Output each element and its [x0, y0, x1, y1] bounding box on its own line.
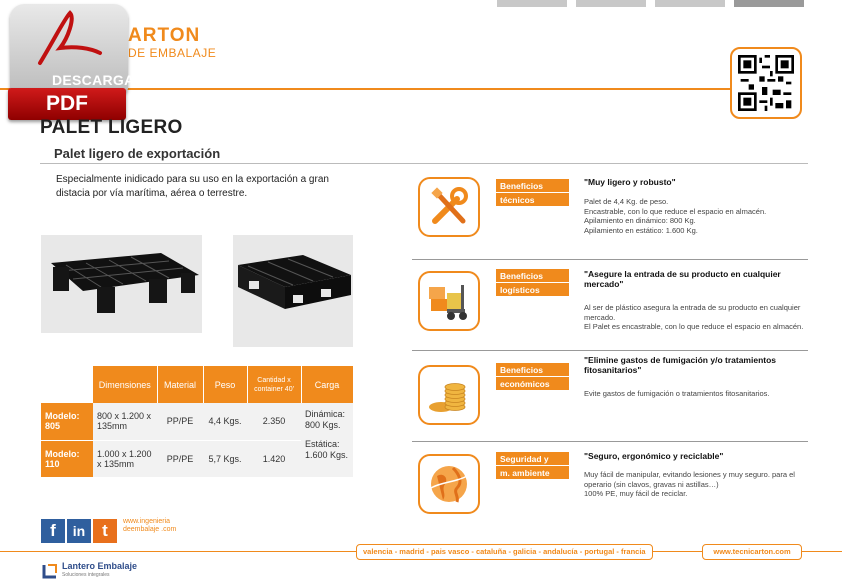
- col-quantity: Cantidad x container 40': [247, 366, 301, 403]
- lantero-logo-icon: [42, 563, 58, 579]
- row-quantity: 1.420: [247, 440, 301, 477]
- col-material: Material: [157, 366, 203, 403]
- pallet-photo-side: [233, 235, 353, 347]
- top-tab[interactable]: [497, 0, 567, 7]
- row-material: PP/PE: [157, 440, 203, 477]
- top-tab[interactable]: [576, 0, 646, 7]
- benefit-body: Palet de 4,4 Kg. de peso. Encastrable, con lo que reduce el espacio en almacén. Apilamiento en dinámico: 800 Kg. Apilamiento en estático: 1.600 Kg.: [584, 197, 767, 235]
- benefit-tag-line1: Beneficios: [496, 269, 569, 282]
- benefit-tag-line2: logísticos: [496, 283, 569, 296]
- benefit-divider: [412, 441, 808, 442]
- brand-logo: [128, 26, 216, 59]
- company-name: Lantero Embalaje: [62, 561, 138, 571]
- table-corner: [41, 366, 93, 403]
- benefit-headline: "Elimine gastos de fumigación y/o tratamientos fitosanitarios": [584, 355, 777, 375]
- row-dimensions: 800 x 1.200 x 135mm: [93, 403, 157, 440]
- qr-code: [730, 47, 802, 119]
- website-link[interactable]: www.tecnicarton.com: [702, 544, 802, 560]
- cities-list: valencia - madrid - pais vasco - cataluña - galicia - andalucía - portugal - francia: [356, 544, 653, 560]
- benefit-body: Al ser de plástico asegura la entrada de su producto en cualquier mercado. El Palet es encastrable, con lo que reduce el espacio en almacén.: [584, 303, 804, 331]
- benefit-tag: [496, 363, 569, 391]
- qr-code-icon: [738, 55, 794, 111]
- facebook-icon[interactable]: f: [41, 519, 65, 543]
- col-load: Carga: [301, 366, 353, 403]
- benefit-tag-line2: económicos: [496, 377, 569, 390]
- benefit-tag-line1: Beneficios: [496, 179, 569, 192]
- pdf-label: PDF: [8, 88, 126, 120]
- top-tab[interactable]: [734, 0, 804, 7]
- benefit-tag-line2: m. ambiente: [496, 466, 569, 479]
- benefit-divider: [412, 259, 808, 260]
- pallet-photo-top: [41, 235, 202, 333]
- load-cell: [301, 403, 353, 477]
- benefit-tag: [496, 269, 569, 297]
- row-weight: 4,4 Kgs.: [203, 403, 247, 440]
- website-link-small[interactable]: www.ingenieria deembalaje .com: [123, 518, 177, 533]
- table-header-row: [41, 366, 353, 403]
- brand-name: ARTON: [128, 25, 201, 46]
- row-model: Modelo: 110: [41, 440, 93, 477]
- linkedin-icon[interactable]: in: [67, 519, 91, 543]
- row-material: PP/PE: [157, 403, 203, 440]
- intro-text: Especialmente inidicado para su uso en la exportación a gran distacia por vía marítima, aérea o terrestre.: [56, 174, 329, 199]
- row-quantity: 2.350: [247, 403, 301, 440]
- page-title: PALET LIGERO: [40, 117, 183, 138]
- coins-icon: [418, 365, 480, 425]
- benefit-tag: [496, 179, 569, 207]
- page-subtitle: Palet ligero de exportación: [54, 146, 221, 161]
- benefit-headline: "Asegure la entrada de su producto en cualquier mercado": [584, 269, 781, 289]
- pdf-download-badge[interactable]: [0, 0, 135, 128]
- row-model: Modelo: 805: [41, 403, 93, 440]
- tumblr-icon[interactable]: t: [93, 519, 117, 543]
- col-weight: Peso: [203, 366, 247, 403]
- benefit-headline: "Muy ligero y robusto": [584, 177, 676, 187]
- globe-icon: [418, 454, 480, 514]
- social-links: [41, 519, 117, 543]
- benefit-tag: [496, 452, 569, 480]
- benefit-body: Evite gastos de fumigación o tratamientos fitosanitarios.: [584, 389, 770, 398]
- company-name-block: [62, 562, 137, 580]
- col-dimensions: Dimensiones: [93, 366, 157, 403]
- company-logo: [42, 562, 137, 580]
- benefit-tag-line1: Seguridad y: [496, 452, 569, 465]
- benefit-tag-line1: Beneficios: [496, 363, 569, 376]
- brand-tagline: DE EMBALAJE: [128, 46, 217, 60]
- top-nav-tabs: [497, 0, 804, 7]
- spec-table: [41, 366, 354, 478]
- top-tab[interactable]: [655, 0, 725, 7]
- row-weight: 5,7 Kgs.: [203, 440, 247, 477]
- forklift-icon: [418, 271, 480, 331]
- row-dimensions: 1.000 x 1.200 x 135mm: [93, 440, 157, 477]
- pdf-download-label: DESCARGA: [52, 72, 135, 88]
- company-subtitle: Soluciones integrales: [62, 572, 110, 578]
- tools-icon: [418, 177, 480, 237]
- benefit-headline: "Seguro, ergonómico y reciclable": [584, 451, 724, 461]
- load-static: Estática: 1.600 Kgs.: [305, 439, 349, 460]
- acrobat-icon: [20, 8, 110, 68]
- benefit-tag-line2: técnicos: [496, 193, 569, 206]
- benefit-body: Muy fácil de manipular, evitando lesiones y muy seguro. para el operario (sin clavos, gravas ni astillas…) 100% PE, muy fácil de reciclar.: [584, 470, 795, 498]
- load-dynamic: Dinámica: 800 Kgs.: [305, 409, 346, 430]
- benefit-divider: [412, 350, 808, 351]
- subtitle-divider: [40, 163, 808, 164]
- table-row: [41, 403, 353, 440]
